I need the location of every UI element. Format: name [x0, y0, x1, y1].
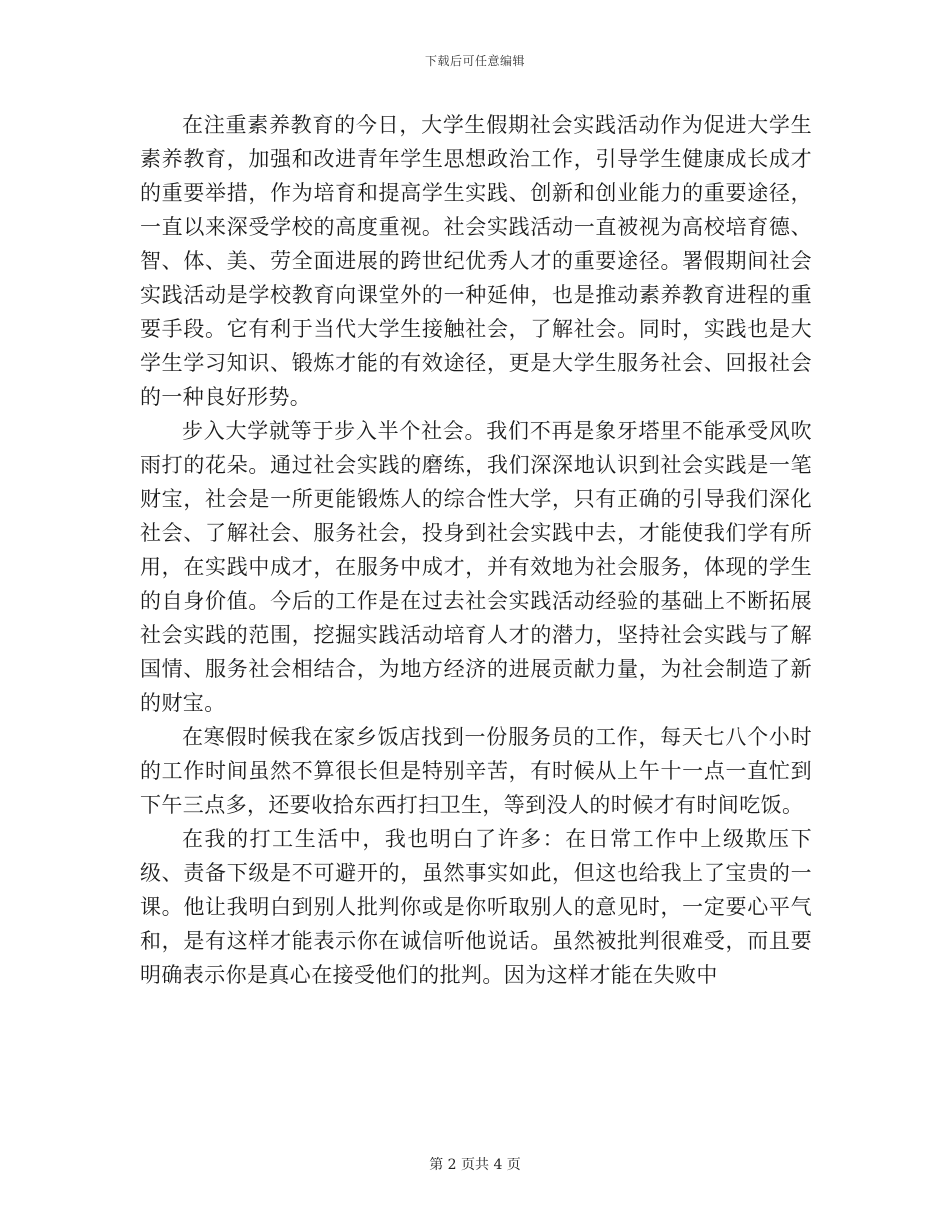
body-paragraph-1: 在注重素养教育的今日，大学生假期社会实践活动作为促进大学生素养教育，加强和改进青年学生思想政治工作，引导学生健康成长成才的重要举措，作为培育和提高学生实践、创新和创业能力的重要途径，一直以来深受学校的高度重视。社会实践活动一直被视为高校培育德、智、体、美、劳全面进展的跨世纪优秀人才的重要途径。署假期间社会实践活动是学校教育向课堂外的一种延伸，也是推动素养教育进程的重要手段。它有利于当代大学生接触社会，了解社会。同时，实践也是大学生学习知识、锻炼才能的有效途径，更是大学生服务社会、回报社会的一种良好形势。 — [140, 113, 812, 409]
document-body — [140, 108, 812, 992]
page-header: 下载后可任意编辑 — [424, 54, 525, 68]
page-number-footer: 第 2 页共 4 页 — [429, 1157, 521, 1173]
body-paragraph-4: 在我的打工生活中，我也明白了许多：在日常工作中上级欺压下级、责备下级是不可避开的，虽然事实如此，但这也给我上了宝贵的一课。他让我明白到别人批判你或是你听取别人的意见时，一定要心平气和，是有这样才能表示你在诚信听他说话。虽然被批判很难受，而且要明确表示你是真心在接受他们的批判。因为这样才能在失败中 — [140, 827, 812, 987]
body-paragraph-2: 步入大学就等于步入半个社会。我们不再是象牙塔里不能承受风吹雨打的花朵。通过社会实践的磨练，我们深深地认识到社会实践是一笔财宝，社会是一所更能锻炼人的综合性大学，只有正确的引导我们深化社会、了解社会、服务社会，投身到社会实践中去，才能使我们学有所用，在实践中成才，在服务中成才，并有效地为社会服务，体现的学生的自身价值。今后的工作是在过去社会实践活动经验的基础上不断拓展社会实践的范围，挖掘实践活动培育人才的潜力，坚持社会实践与了解国情、服务社会相结合，为地方经济的进展贡献力量，为社会制造了新的财宝。 — [140, 419, 812, 715]
body-paragraph-3: 在寒假时候我在家乡饭店找到一份服务员的工作，每天七八个小时的工作时间虽然不算很长但是特别辛苦，有时候从上午十一点一直忙到下午三点多，还要收拾东西打扫卫生，等到没人的时候才有时间吃饭。 — [140, 725, 812, 817]
